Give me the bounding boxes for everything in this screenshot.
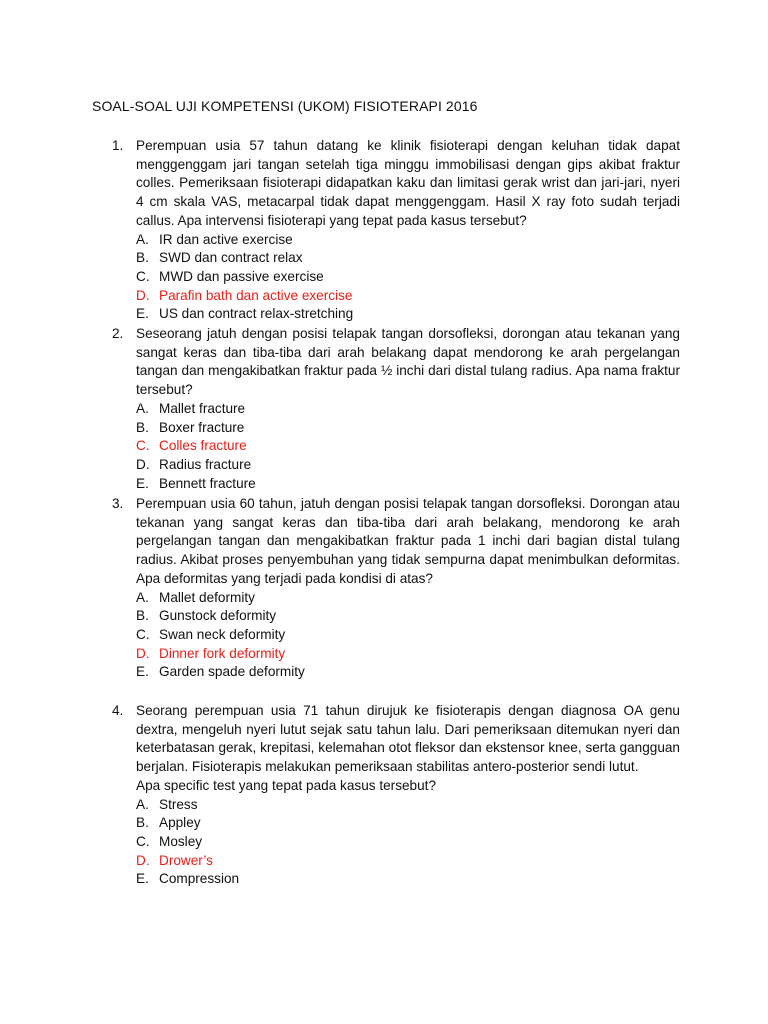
- option-letter: E.: [136, 475, 149, 491]
- question-2: [112, 325, 680, 493]
- option-letter: D.: [136, 852, 150, 868]
- question-text: Seorang perempuan usia 71 tahun dirujuk ke fisioterapis dengan diagnosa OA genu dextra, mengeluh nyeri lutut sejak satu tahun lalu. Dari pemeriksaan ditemukan nyeri dan keterbatasan gerak, krepitasi, kelemahan otot fleksor dan ekstensor knee, serta gangguan berjalan. Fisioterapis melakukan pemeriksaan stabilitas antero-posterior sendi lutut.: [136, 703, 680, 775]
- option-letter: B.: [136, 608, 149, 624]
- answer-option-a: [136, 589, 680, 608]
- question-4: [112, 702, 680, 889]
- answer-option-e: [136, 475, 680, 494]
- option-letter: A.: [136, 796, 149, 812]
- option-text: Dinner fork deformity: [159, 645, 286, 661]
- option-letter: C.: [136, 438, 150, 454]
- option-letter: B.: [136, 815, 149, 831]
- option-text: Mallet deformity: [159, 589, 255, 605]
- option-letter: A.: [136, 231, 149, 247]
- answer-option-e: [136, 305, 680, 324]
- answer-option-c: [136, 626, 680, 645]
- option-text: Bennett fracture: [159, 475, 256, 491]
- answer-option-a: [136, 796, 680, 815]
- option-text: MWD dan passive exercise: [159, 268, 324, 284]
- option-letter: E.: [136, 664, 149, 680]
- answer-option-d: [136, 456, 680, 475]
- answer-option-e: [136, 663, 680, 682]
- option-text: Drower’s: [159, 852, 213, 868]
- option-letter: D.: [136, 645, 150, 661]
- option-text: Gunstock deformity: [159, 608, 277, 624]
- option-letter: A.: [136, 400, 149, 416]
- answer-option-a: [136, 231, 680, 250]
- option-text: Compression: [159, 871, 240, 887]
- document-title: SOAL-SOAL UJI KOMPETENSI (UKOM) FISIOTERAPI 2016: [92, 98, 478, 114]
- option-text: Radius fracture: [159, 456, 252, 472]
- answer-option-b: [136, 814, 680, 833]
- answer-options: [136, 589, 680, 682]
- answer-option-b: [136, 249, 680, 268]
- answer-options: [136, 796, 680, 889]
- option-text: Garden spade deformity: [159, 664, 305, 680]
- option-text: Mallet fracture: [159, 400, 246, 416]
- answer-options: [136, 231, 680, 324]
- answer-option-e: [136, 870, 680, 889]
- option-text: IR dan active exercise: [159, 231, 293, 247]
- answer-option-b: [136, 419, 680, 438]
- answer-option-c: [136, 437, 680, 456]
- option-letter: A.: [136, 589, 149, 605]
- option-letter: D.: [136, 287, 150, 303]
- option-letter: C.: [136, 833, 150, 849]
- question-prompt: Apa specific test yang tepat pada kasus tersebut?: [136, 777, 437, 793]
- option-text: US dan contract relax-stretching: [159, 306, 354, 322]
- question-number: 1.: [112, 138, 124, 153]
- option-letter: E.: [136, 871, 149, 887]
- option-text: SWD dan contract relax: [159, 250, 303, 266]
- question-number: 2.: [112, 326, 124, 341]
- answer-options: [136, 400, 680, 493]
- option-letter: E.: [136, 306, 149, 322]
- option-text: Appley: [159, 815, 201, 831]
- answer-option-a: [136, 400, 680, 419]
- question-text: Seseorang jatuh dengan posisi telapak tangan dorsofleksi, dorongan atau tekanan yang sangat keras dan tiba-tiba dari arah belakang dapat mendorong ke arah pergelangan tangan dan mengakibatkan fraktur pada ½ inchi dari distal tulang radius. Apa nama fraktur tersebut?: [136, 326, 680, 398]
- option-letter: C.: [136, 626, 150, 642]
- question-text: Perempuan usia 57 tahun datang ke klinik fisioterapi dengan keluhan tidak dapat menggenggam jari tangan setelah tiga minggu immobilisasi dengan gips akibat fraktur colles. Pemeriksaan fisioterapi didapatkan kaku dan limitasi gerak wrist dan jari-jari, nyeri 4 cm skala VAS, metacarpal tidak dapat menggenggam. Hasil X ray foto sudah terjadi callus. Apa intervensi fisioterapi yang tepat pada kasus tersebut?: [136, 138, 680, 228]
- answer-option-d: [136, 287, 680, 306]
- option-text: Colles fracture: [159, 438, 247, 454]
- answer-option-d: [136, 645, 680, 664]
- option-text: Stress: [159, 796, 198, 812]
- option-text: Swan neck deformity: [159, 626, 286, 642]
- answer-option-d: [136, 852, 680, 871]
- answer-option-c: [136, 268, 680, 287]
- option-letter: D.: [136, 456, 150, 472]
- option-letter: B.: [136, 419, 149, 435]
- answer-option-b: [136, 607, 680, 626]
- question-number: 3.: [112, 496, 124, 511]
- answer-option-c: [136, 833, 680, 852]
- question-3: [112, 495, 680, 682]
- option-text: Boxer fracture: [159, 419, 245, 435]
- option-letter: C.: [136, 268, 150, 284]
- question-1: [112, 137, 680, 324]
- option-letter: B.: [136, 250, 149, 266]
- option-text: Mosley: [159, 833, 203, 849]
- question-text: Perempuan usia 60 tahun, jatuh dengan posisi telapak tangan dorsofleksi. Dorongan atau tekanan yang sangat keras dan tiba-tiba dari arah belakang, mendorong ke arah pergelangan tangan dan mengakibatkan fraktur pada 1 inchi dari bagian distal tulang radius. Akibat proses penyembuhan yang tidak sempurna dapat menimbulkan deformitas. Apa deformitas yang terjadi pada kondisi di atas?: [136, 496, 680, 586]
- question-number: 4.: [112, 703, 124, 718]
- option-text: Parafin bath dan active exercise: [159, 287, 353, 303]
